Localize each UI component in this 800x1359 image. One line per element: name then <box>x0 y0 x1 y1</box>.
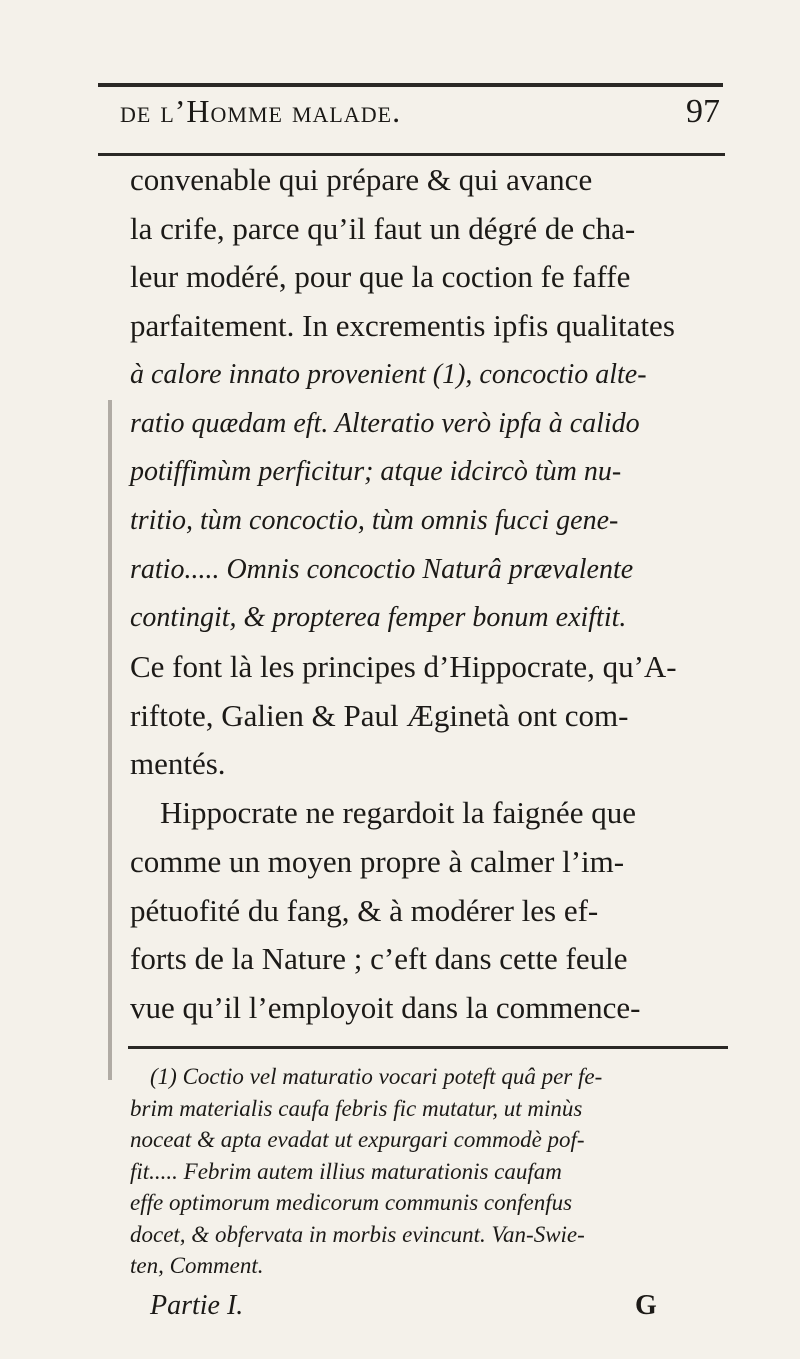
text-line: Hippocrate ne regardoit la faignée que <box>160 795 636 831</box>
footnote-line: fit..... Febrim autem illius maturationis caufam <box>130 1158 562 1184</box>
top-rule <box>98 83 723 87</box>
footnote-line: effe optimorum medicorum communis confenfus <box>130 1190 573 1215</box>
text-line: tritio, tùm concoctio, tùm omnis fucci gene- <box>130 504 619 536</box>
text-line: vue qu’il l’employoit dans la commence- <box>130 989 641 1025</box>
text-line: à calore innato provenient (1), concoctio alte- <box>130 358 647 390</box>
text-line: forts de la Nature ; c’eft dans cette feule <box>130 941 628 977</box>
footnote-line: noceat & apta evadat ut expurgari commodè pof- <box>130 1127 585 1152</box>
text-line: leur modéré, pour que la coction fe faffe <box>130 259 631 295</box>
text-line: convenable qui prépare & qui avance <box>130 162 593 197</box>
text-line: ratio..... Omnis concoctio Naturâ prævalente <box>130 553 634 585</box>
header-rule <box>98 153 725 156</box>
text-line: mentés. <box>130 746 226 782</box>
footnote-line: docet, & obfervata in morbis evincunt. Van-Swie- <box>130 1221 585 1247</box>
text-line: contingit, & propterea femper bonum exiftit. <box>130 602 627 634</box>
running-head: de l’Homme malade. <box>120 93 402 129</box>
text-line: comme un moyen propre à calmer l’im- <box>130 843 625 879</box>
text-line: parfaitement. In excrementis ipfis qualitates <box>130 308 675 344</box>
text-line: riftote, Galien & Paul Æginetà ont com- <box>130 697 629 733</box>
text-line: ratio quædam eft. Alteratio verò ipfa à calido <box>130 407 640 439</box>
footnote-rule <box>128 1046 728 1049</box>
page-number: 97 <box>686 93 720 130</box>
signature-part: Partie I. <box>150 1290 244 1321</box>
footnote-line: (1) Coctio vel maturatio vocari poteft quâ per fe- <box>150 1064 603 1089</box>
text-line: la crife, parce qu’il faut un dégré de cha- <box>130 210 636 246</box>
binding-edge <box>108 400 112 1080</box>
text-line: Ce font là les principes d’Hippocrate, qu’A- <box>130 649 677 684</box>
text-line: pétuofité du fang, & à modérer les ef- <box>130 892 599 928</box>
text-line: potiffimùm perficitur; atque idcircò tùm nu- <box>130 456 622 488</box>
signature-mark: G <box>635 1290 657 1321</box>
footnote-line: brim materialis caufa febris fic mutatur, ut minùs <box>130 1095 583 1121</box>
footnote-line: ten, Comment. <box>130 1253 264 1278</box>
